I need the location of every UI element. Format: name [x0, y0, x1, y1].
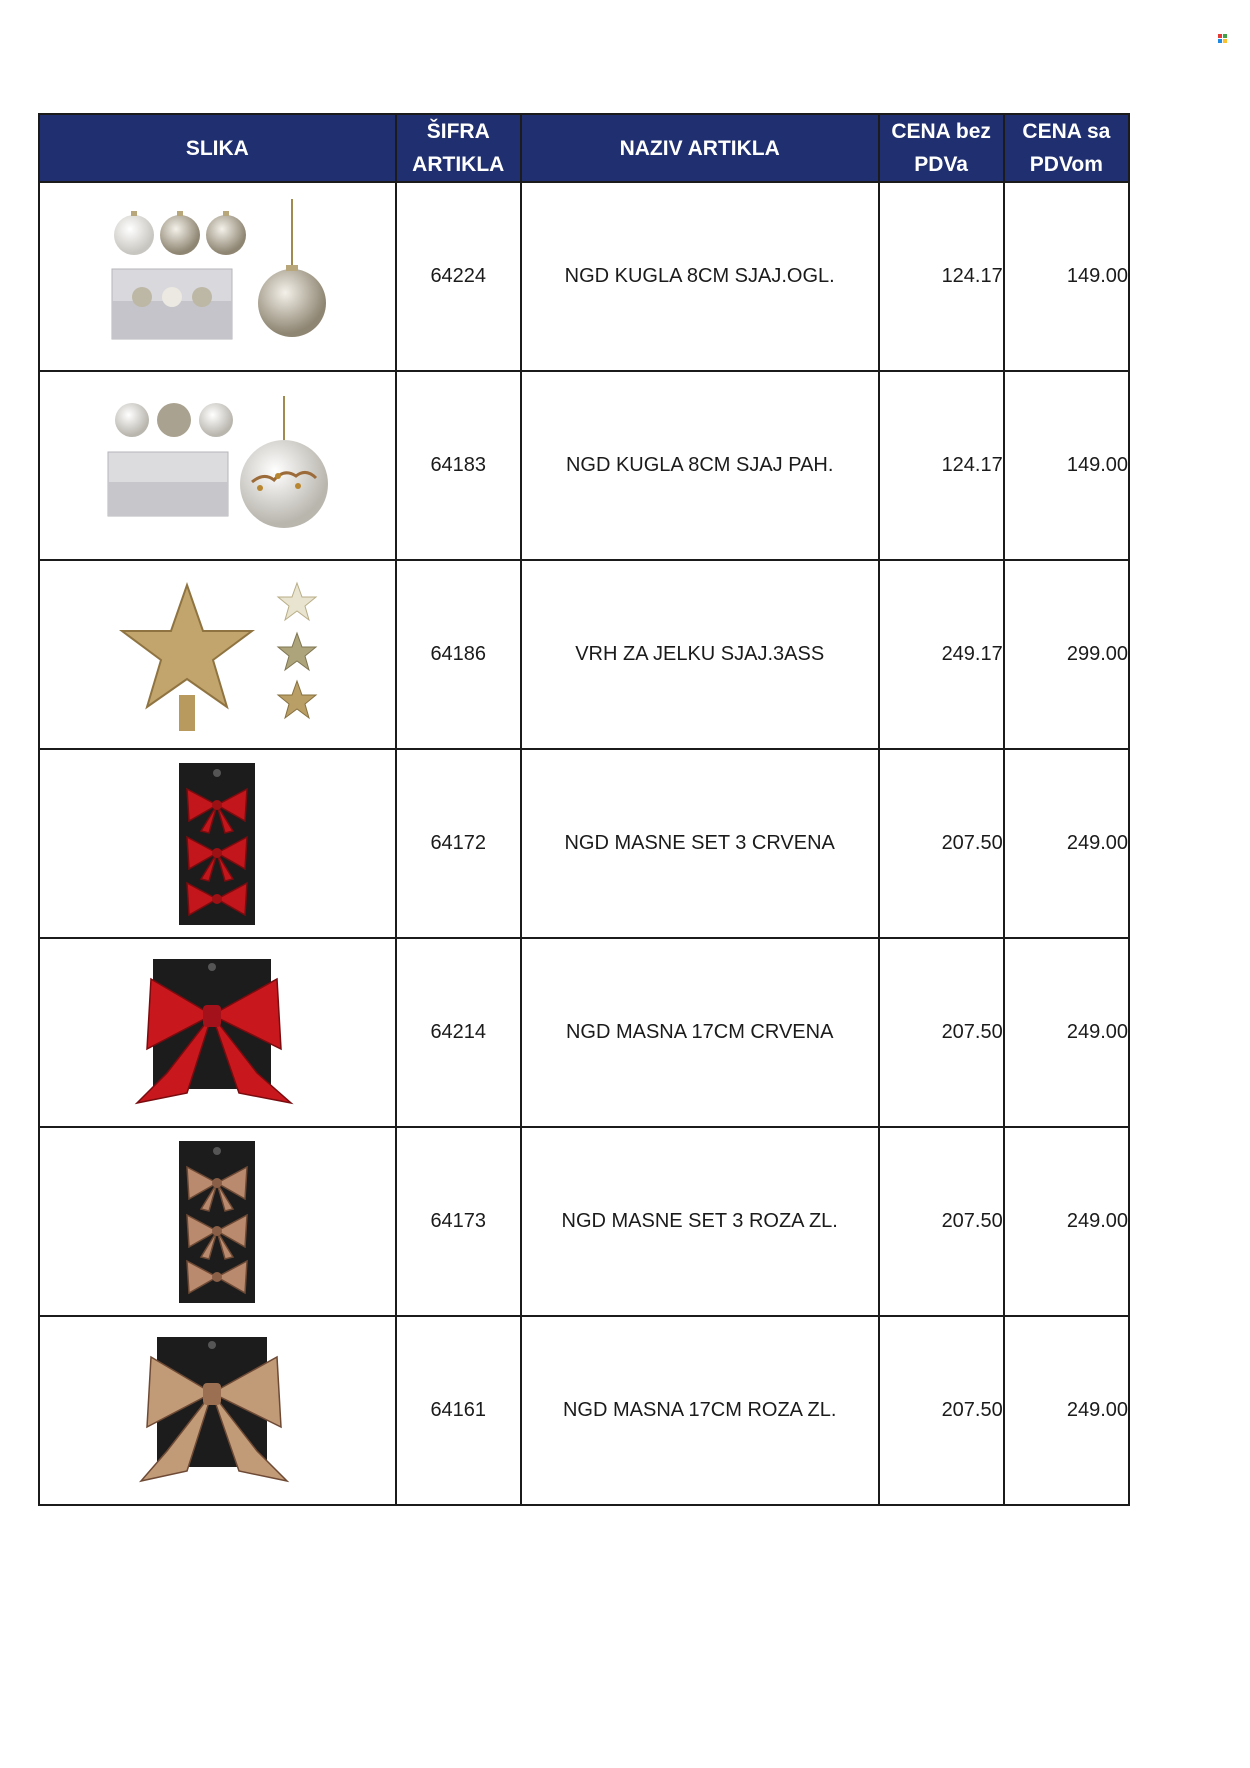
price-gross: 149.00 [1004, 371, 1129, 560]
header-code: ŠIFRA ARTIKLA [396, 114, 521, 182]
table-row [39, 371, 1129, 560]
product-name: NGD MASNA 17CM CRVENA [521, 938, 879, 1127]
product-image [39, 371, 396, 560]
price-net: 207.50 [879, 938, 1004, 1127]
price-net: 249.17 [879, 560, 1004, 749]
header-name: NAZIV ARTIKLA [521, 114, 879, 182]
product-name: NGD KUGLA 8CM SJAJ.OGL. [521, 182, 879, 371]
red-bow-set-of-three-icon [157, 759, 277, 929]
product-name: VRH ZA JELKU SJAJ.3ASS [521, 560, 879, 749]
price-net: 124.17 [879, 371, 1004, 560]
price-gross: 249.00 [1004, 1127, 1129, 1316]
table-row [39, 1127, 1129, 1316]
silver-glitter-bauble-set-icon [102, 197, 332, 357]
product-code: 64186 [396, 560, 521, 749]
product-name: NGD MASNE SET 3 ROZA ZL. [521, 1127, 879, 1316]
price-gross: 149.00 [1004, 182, 1129, 371]
product-image [39, 1316, 396, 1505]
product-code: 64224 [396, 182, 521, 371]
product-code: 64173 [396, 1127, 521, 1316]
table-row [39, 560, 1129, 749]
corner-logo-mark [1218, 34, 1227, 43]
product-image [39, 182, 396, 371]
product-image [39, 560, 396, 749]
table-header-row [39, 114, 1129, 182]
table-row [39, 1316, 1129, 1505]
header-price-net: CENA bez PDVa [879, 114, 1004, 182]
table-row [39, 182, 1129, 371]
product-name: NGD KUGLA 8CM SJAJ PAH. [521, 371, 879, 560]
product-image [39, 938, 396, 1127]
rose-gold-large-bow-icon [127, 1331, 307, 1491]
product-code: 64183 [396, 371, 521, 560]
header-image: SLIKA [39, 114, 396, 182]
product-image [39, 749, 396, 938]
price-gross: 249.00 [1004, 1316, 1129, 1505]
product-code: 64161 [396, 1316, 521, 1505]
product-name: NGD MASNA 17CM ROZA ZL. [521, 1316, 879, 1505]
header-price-gross: CENA sa PDVom [1004, 114, 1129, 182]
table-row [39, 749, 1129, 938]
price-gross: 249.00 [1004, 938, 1129, 1127]
product-name: NGD MASNE SET 3 CRVENA [521, 749, 879, 938]
price-net: 207.50 [879, 1316, 1004, 1505]
white-snowflake-bauble-set-icon [102, 396, 332, 536]
price-net: 207.50 [879, 749, 1004, 938]
table-row [39, 938, 1129, 1127]
price-net: 124.17 [879, 182, 1004, 371]
product-price-table [38, 113, 1130, 1506]
rose-gold-bow-set-of-three-icon [157, 1137, 277, 1307]
price-gross: 249.00 [1004, 749, 1129, 938]
product-image [39, 1127, 396, 1316]
price-net: 207.50 [879, 1127, 1004, 1316]
gold-star-tree-topper-icon [102, 575, 332, 735]
product-code: 64172 [396, 749, 521, 938]
price-gross: 299.00 [1004, 560, 1129, 749]
product-code: 64214 [396, 938, 521, 1127]
red-large-bow-icon [127, 953, 307, 1113]
